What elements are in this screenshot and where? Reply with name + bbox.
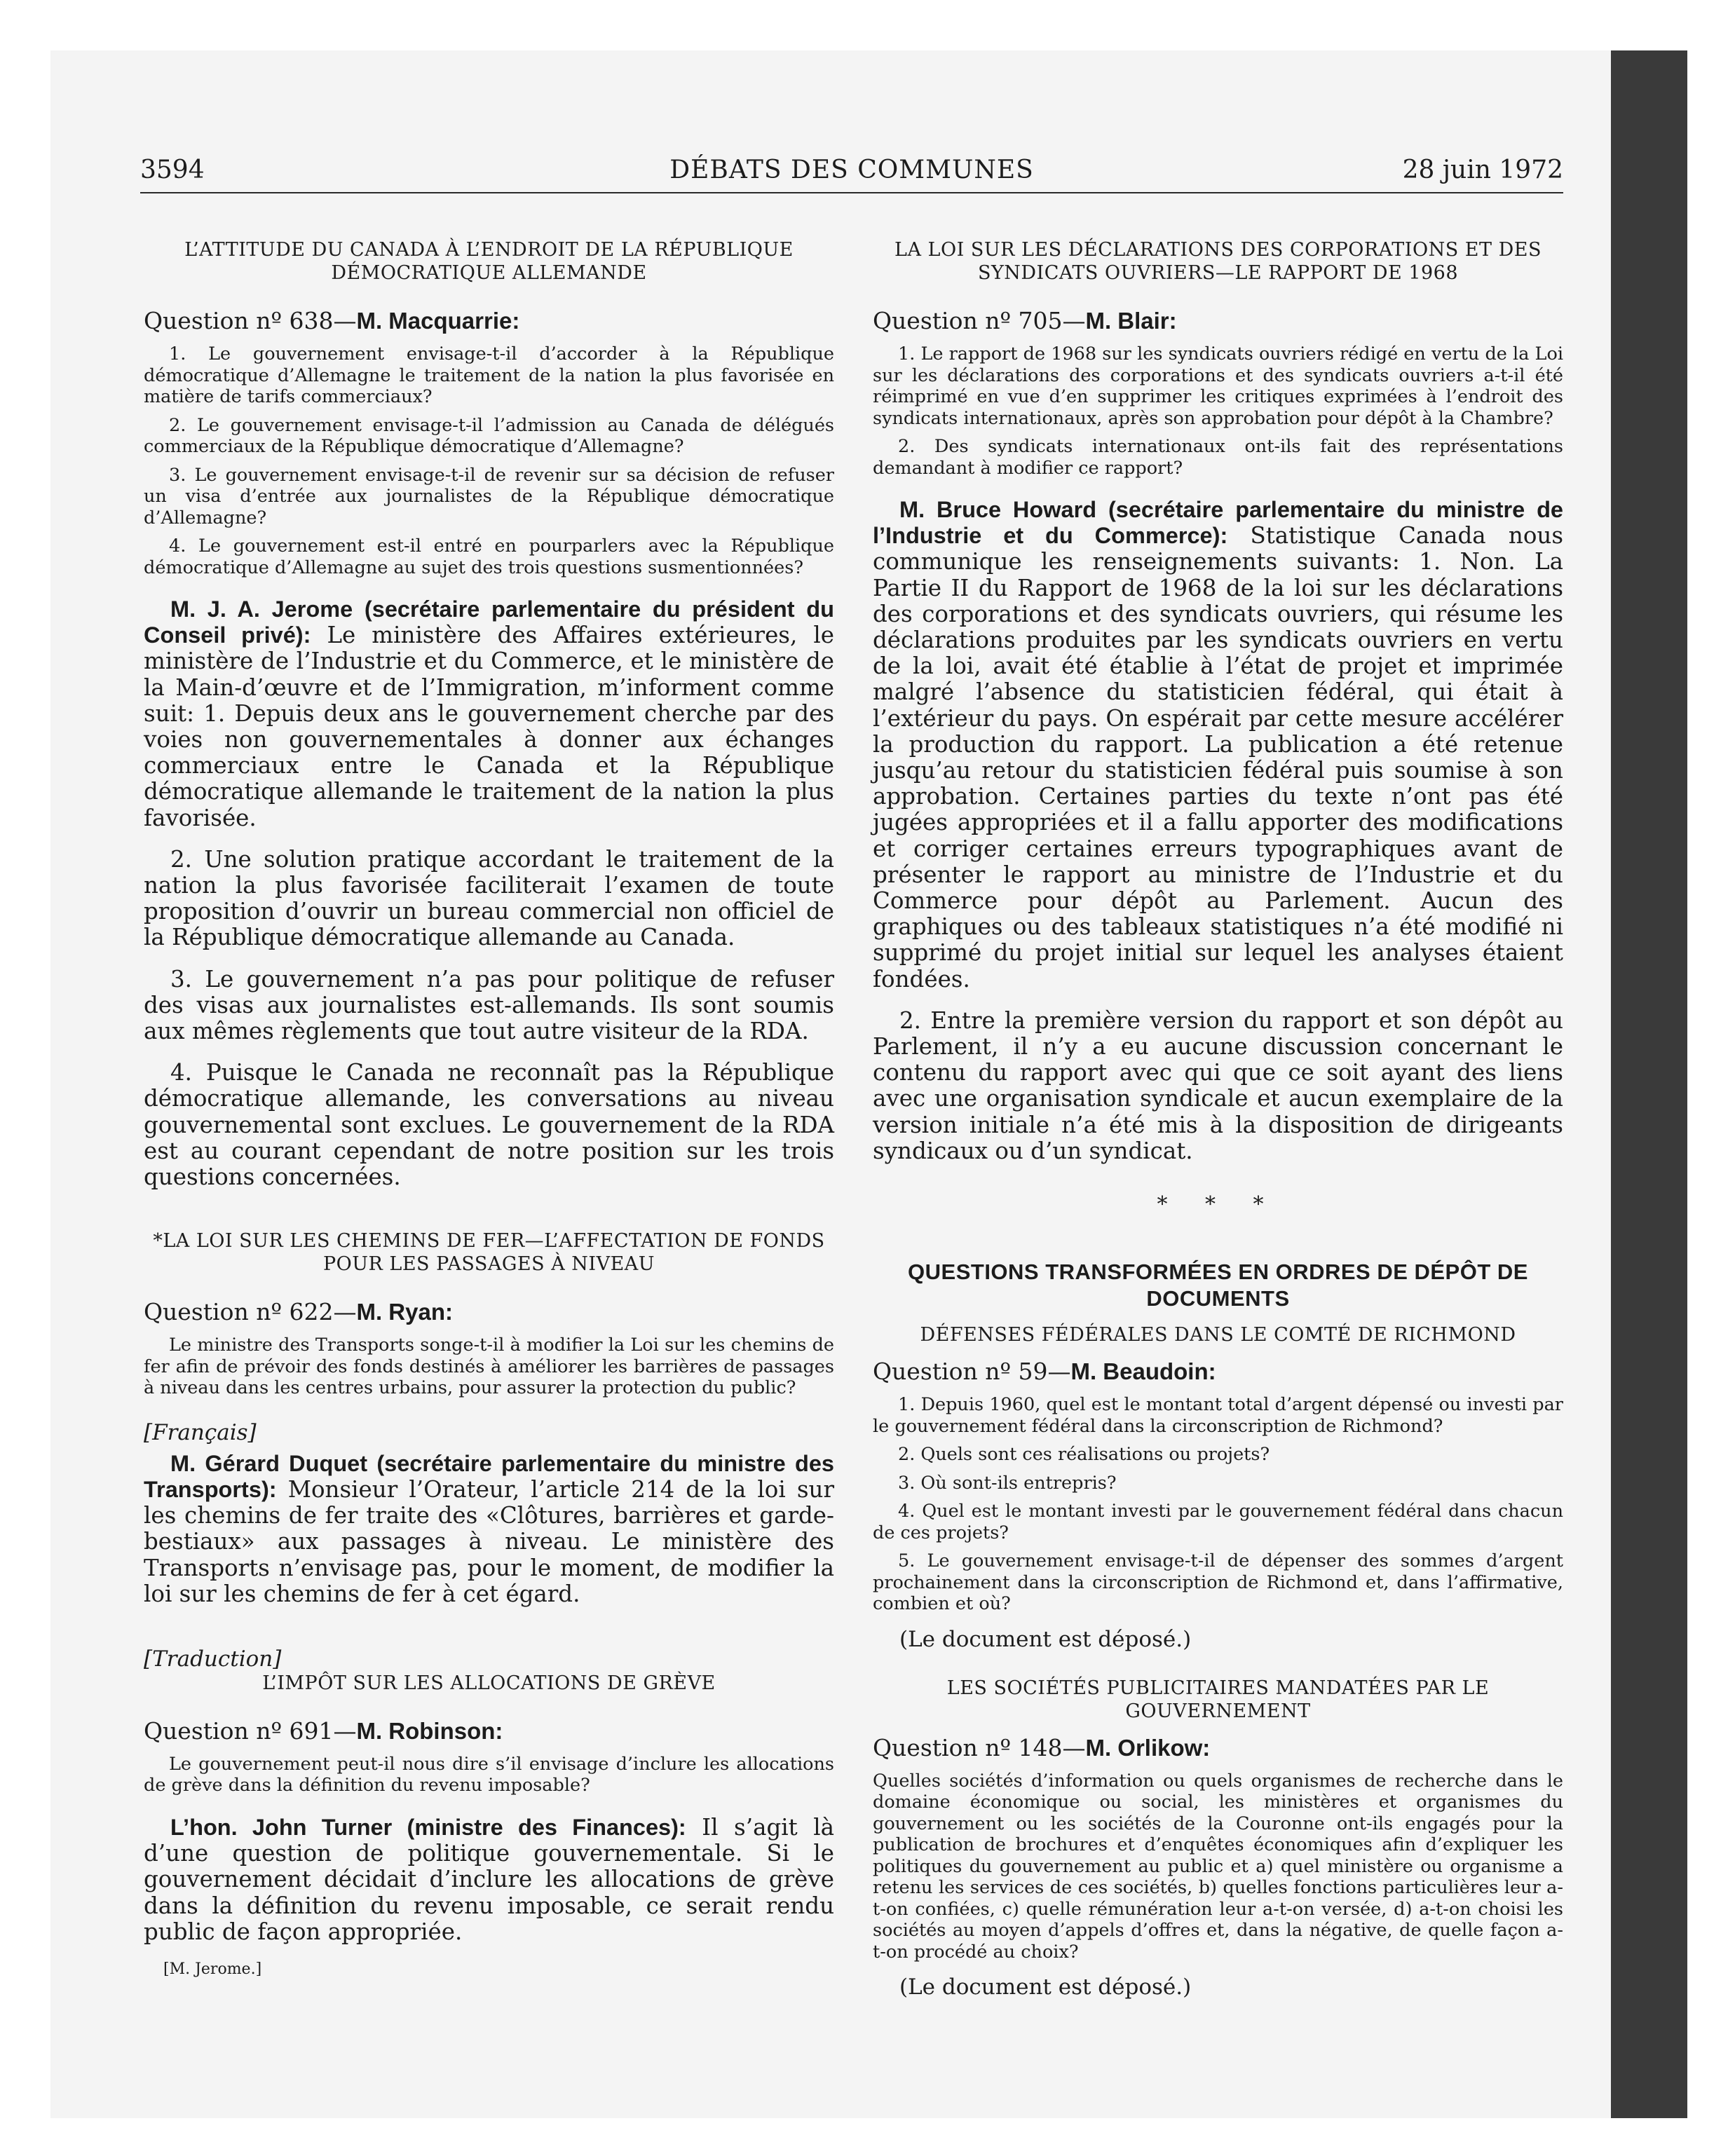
member-name: M. Beaudoin: (1070, 1358, 1216, 1385)
question-line: Question nº 691—M. Robinson: (144, 1717, 503, 1745)
question-item: 2. Des syndicats internationaux ont-ils fait des représentations demandant à modifier ce rapport? (873, 436, 1563, 479)
section-heading: LES SOCIÉTÉS PUBLICITAIRES MANDATÉES PAR LE GOUVERNEMENT (946, 1677, 1490, 1722)
tabled-note: (Le document est déposé.) (899, 1626, 1192, 1652)
language-marker: [Français] (144, 1419, 257, 1445)
speaker-name: M. Bruce Howard (secrétaire parlementaire du ministre de l’Industrie et du Commerce): (873, 497, 1563, 549)
answer-paragraph: 4. Puisque le Canada ne reconnaît pas la République démocratique allemande, les conversations au niveau gouvernemental sont exclues. Le gouvernement de la RDA est au courant cependant de notre position sur les trois questions concernées. (144, 1059, 834, 1191)
section-heading: *LA LOI SUR LES CHEMINS DE FER—L’AFFECTATION DE FONDS POUR LES PASSAGES À NIVEAU (153, 1230, 825, 1276)
section-separator: * * * (1157, 1192, 1279, 1217)
speaker-name: M. J. A. Jerome (secrétaire parlementaire du président du Conseil privé): (144, 596, 834, 648)
answer-paragraph: M. Bruce Howard (secrétaire parlementaire du ministre de l’Industrie et du Commerce): Statistique Canada nous communique les renseignements suivants: 1. Non. La Partie II du Rapport de 1968 de la loi sur les déclarations des corporations et des syndicats ouvriers, qui résume les déclarations produites par les syndicats ouvriers en vertu de la loi, avait été établie à l’état de projet et imprimée malgré l’absence du statisticien fédéral, qui était à l’extérieur du pays. On espérait par cette mesure accélérer la production du rapport. La publication a été retenue jusqu’au retour du statisticien fédéral puis soumise à son approbation. Certaines parties du texte n’ont pas été jugées appropriées et il a fallu apporter des modifications et corriger certaines erreurs typographiques avant de présenter le rapport au ministre de l’Industrie et du Commerce pour dépôt au Parlement. Aucun des graphiques ou des tableaux statistiques n’a été modifié ni supprimé du projet initial sur lequel les analyses étaient fondées. (873, 497, 1563, 992)
right-column (873, 238, 1563, 2021)
question-item: 1. Le rapport de 1968 sur les syndicats ouvriers rédigé en vertu de la Loi sur les déclarations des corporations et des syndicats ouvriers a-t-il été réimprimé en vue d’en supprimer les critiques exprimées à l’endroit des syndicats internationaux, après son approbation pour dépôt à la Chambre? (873, 343, 1563, 429)
question-text: Le gouvernement peut-il nous dire s’il envisage d’inclure les allocations de grève dans la définition du revenu imposable? (144, 1753, 834, 1796)
member-name: M. Ryan: (356, 1299, 453, 1325)
section-heading: L’ATTITUDE DU CANADA À L’ENDROIT DE LA RÉPUBLIQUE DÉMOCRATIQUE ALLEMANDE (184, 239, 794, 284)
tabled-note: (Le document est déposé.) (899, 1974, 1192, 2000)
member-name: M. Robinson: (356, 1717, 503, 1744)
page-date: 28 juin 1972 (1402, 156, 1563, 184)
answer-paragraph: M. J. A. Jerome (secrétaire parlementaire du président du Conseil privé): Le ministère des Affaires extérieures, le ministère de l’Industrie et du Commerce, et le ministère de la Main-d’œuvre et de l’Immigration, m’informent comme suit: 1. Depuis deux ans le gouvernement cherche par des voies non gouvernementales à donner aux échanges commerciaux entre le Canada et la République démocratique allemande le traitement de la nation la plus favorisée. (144, 596, 834, 831)
answer-paragraph: M. Gérard Duquet (secrétaire parlementaire du ministre des Transports): Monsieur l’Orateur, l’article 214 de la loi sur les chemins de fer traite des «Clôtures, barrières et garde-bestiaux» aux passages à niveau. Le ministère des Transports n’envisage pas, pour le moment, de modifier la loi sur les chemins de fer à cet égard. (144, 1450, 834, 1607)
question-item: 5. Le gouvernement envisage-t-il de dépenser des sommes d’argent prochainement dans la circonscription de Richmond et, dans l’affirmative, combien et où? (873, 1550, 1563, 1615)
page-header (140, 156, 1563, 193)
speaker-name: L’hon. John Turner (ministre des Finances): (170, 1814, 686, 1840)
scan-edge-strip (1611, 50, 1687, 2118)
question-line: Question nº 638—M. Macquarrie: (144, 307, 520, 334)
answer-paragraph: 3. Le gouvernement n’a pas pour politique de refuser des visas aux journalistes est-allemands. Ils sont soumis aux mêmes règlements que tout autre visiteur de la RDA. (144, 965, 834, 1045)
left-column (144, 238, 834, 1978)
question-text: Quelles sociétés d’information ou quels organismes de recherche dans le domaine économique ou social, les ministères et organismes du gouvernement ou les sociétés de la Couronne ont-ils engagés pour la publication de brochures et d’enquêtes économiques afin d’expliquer les politiques du gouvernement au public et a) quel ministère ou organisme a retenu les services de ces sociétés, b) quelles fonctions particulières leur a-t-on confiées, c) quelle rémunération leur a-t-on versée, d) a-t-on choisi les sociétés au moyen d’appels d’offres et, dans la négative, de quelle façon a-t-on procédé au choix? (873, 1770, 1563, 1963)
question-text: Le ministre des Transports songe-t-il à modifier la Loi sur les chemins de fer afin de prévoir des fonds destinés à améliorer les barrières de passages à niveau dans les centres urbains, pour assurer la protection du public? (144, 1335, 834, 1399)
main-heading: QUESTIONS TRANSFORMÉES EN ORDRES DE DÉPÔT DE DOCUMENTS (908, 1260, 1528, 1311)
question-item: 2. Quels sont ces réalisations ou projets? (898, 1444, 1270, 1466)
answer-paragraph: L’hon. John Turner (ministre des Finances): Il s’agit là d’une question de politique gouvernementale. Si le gouvernement décidait d’inclure les allocations de grève dans la définition du revenu imposable, ce serait rendu public de façon appropriée. (144, 1813, 835, 1945)
section-heading: L’IMPÔT SUR LES ALLOCATIONS DE GRÈVE (262, 1672, 716, 1694)
question-item: 4. Le gouvernement est-il entré en pourparlers avec la République démocratique d’Allemagne au sujet des trois questions susmentionnées? (144, 535, 834, 578)
question-item: 3. Le gouvernement envisage-t-il de revenir sur sa décision de refuser un visa d’entrée aux journalistes de la République démocratique d’Allemagne? (144, 464, 834, 528)
member-name: M. Orlikow: (1085, 1734, 1211, 1761)
question-item: 2. Le gouvernement envisage-t-il l’admission au Canada de délégués commerciaux de la République démocratique d’Allemagne? (144, 414, 834, 457)
member-name: M. Macquarrie: (356, 308, 520, 334)
member-name: M. Blair: (1085, 308, 1177, 334)
question-line: Question nº 59—M. Beaudoin: (873, 1358, 1216, 1386)
answer-paragraph: 2. Une solution pratique accordant le traitement de la nation la plus favorisée faciliterait l’examen de toute proposition d’ouvrir un bureau commercial non officiel de la République démocratique allemande au Canada. (144, 845, 834, 951)
question-line: Question nº 622—M. Ryan: (144, 1298, 453, 1326)
question-item: 1. Depuis 1960, quel est le montant total d’argent dépensé ou investi par le gouvernement fédéral dans la circonscription de Richmond? (873, 1394, 1563, 1437)
language-marker: [Traduction] (144, 1646, 282, 1672)
page-title: DÉBATS DES COMMUNES (669, 156, 1034, 184)
question-line: Question nº 705—M. Blair: (873, 307, 1177, 334)
question-line: Question nº 148—M. Orlikow: (873, 1733, 1211, 1761)
speaker-name: M. Gérard Duquet (secrétaire parlementaire du ministre des Transports): (144, 1450, 834, 1502)
footnote: [M. Jerome.] (163, 1960, 262, 1978)
page-number: 3594 (140, 156, 205, 184)
question-item: 1. Le gouvernement envisage-t-il d’accorder à la République démocratique d’Allemagne le traitement de la nation la plus favorisée en matière de tarifs commerciaux? (144, 343, 834, 407)
section-heading: LA LOI SUR LES DÉCLARATIONS DES CORPORATIONS ET DES SYNDICATS OUVRIERS—LE RAPPORT DE 1968 (894, 239, 1542, 284)
section-heading: DÉFENSES FÉDÉRALES DANS LE COMTÉ DE RICHMOND (920, 1324, 1516, 1346)
question-item: 4. Quel est le montant investi par le gouvernement fédéral dans chacun de ces projets? (873, 1501, 1563, 1543)
answer-paragraph: 2. Entre la première version du rapport et son dépôt au Parlement, il n’y a eu aucune discussion concernant le contenu du rapport avec qui que ce soit ayant des liens avec une organisation syndicale et aucun exemplaire de la version initiale n’a été mis à la disposition de dirigeants syndicaux ou d’un syndicat. (873, 1007, 1563, 1164)
question-item: 3. Où sont-ils entrepris? (898, 1472, 1117, 1494)
